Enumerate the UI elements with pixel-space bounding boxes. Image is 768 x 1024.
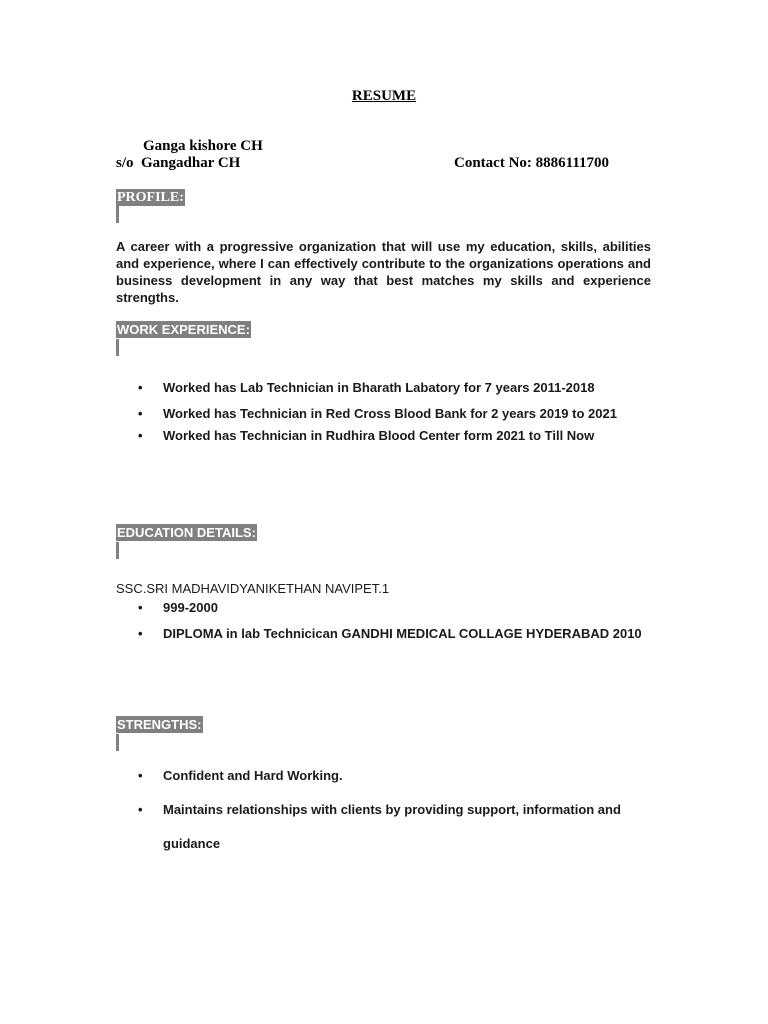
work-experience-item: Worked has Lab Technician in Bharath Labatory for 7 years 2011-2018	[163, 380, 595, 395]
candidate-name: Ganga kishore CH	[143, 138, 263, 154]
school-name: SSC.SRI MADHAVIDYANIKETHAN NAVIPET.1	[116, 581, 390, 596]
list-item	[116, 621, 651, 646]
heading-bar	[116, 734, 119, 751]
work-experience-item: Worked has Technician in Red Cross Blood Bank for 2 years 2019 to 2021	[163, 406, 617, 421]
bullet-icon: •	[138, 802, 143, 817]
bullet-icon: •	[138, 600, 143, 615]
strengths-heading	[116, 716, 203, 751]
work-experience-item: Worked has Technician in Rudhira Blood Center form 2021 to Till Now	[163, 428, 595, 443]
strengths-heading-label: STRENGTHS:	[117, 717, 202, 732]
bullet-icon: •	[138, 428, 143, 443]
list-item	[116, 793, 651, 861]
heading-bar	[116, 206, 119, 223]
education-heading	[116, 524, 257, 559]
list-item	[116, 599, 651, 616]
bullet-icon: •	[138, 626, 143, 641]
list-item	[116, 767, 651, 784]
list-item	[116, 401, 651, 426]
bullet-icon: •	[138, 380, 143, 395]
contact-number: Contact No: 8886111700	[454, 155, 609, 171]
bullet-icon: •	[138, 768, 143, 783]
strengths-list	[116, 767, 651, 861]
list-item	[116, 379, 651, 396]
strength-item: Maintains relationships with clients by providing support, information and guidance	[163, 802, 621, 851]
resume-title: RESUME	[351, 88, 417, 104]
work-experience-heading	[116, 321, 251, 356]
education-heading-label: EDUCATION DETAILS:	[117, 525, 256, 540]
list-item	[116, 427, 651, 444]
education-list	[116, 599, 651, 646]
work-experience-heading-label: WORK EXPERIENCE:	[117, 322, 250, 337]
heading-bar	[116, 542, 119, 559]
heading-bar	[116, 339, 119, 356]
work-experience-list	[116, 379, 651, 444]
education-item: 999-2000	[163, 600, 218, 615]
parent-name: s/o Gangadhar CH	[116, 155, 241, 171]
bullet-icon: •	[138, 406, 143, 421]
profile-text: A career with a progressive organization that will use my education, skills, abilities and experience, where I can effectively contribute to the organizations operations and business development in any way that best matches my skills and experience strengths.	[116, 239, 651, 305]
profile-heading-label: PROFILE:	[117, 190, 184, 205]
education-item: DIPLOMA in lab Technicican GANDHI MEDICAL COLLAGE HYDERABAD 2010	[163, 626, 642, 641]
profile-heading	[116, 188, 185, 223]
strength-item: Confident and Hard Working.	[163, 768, 343, 783]
